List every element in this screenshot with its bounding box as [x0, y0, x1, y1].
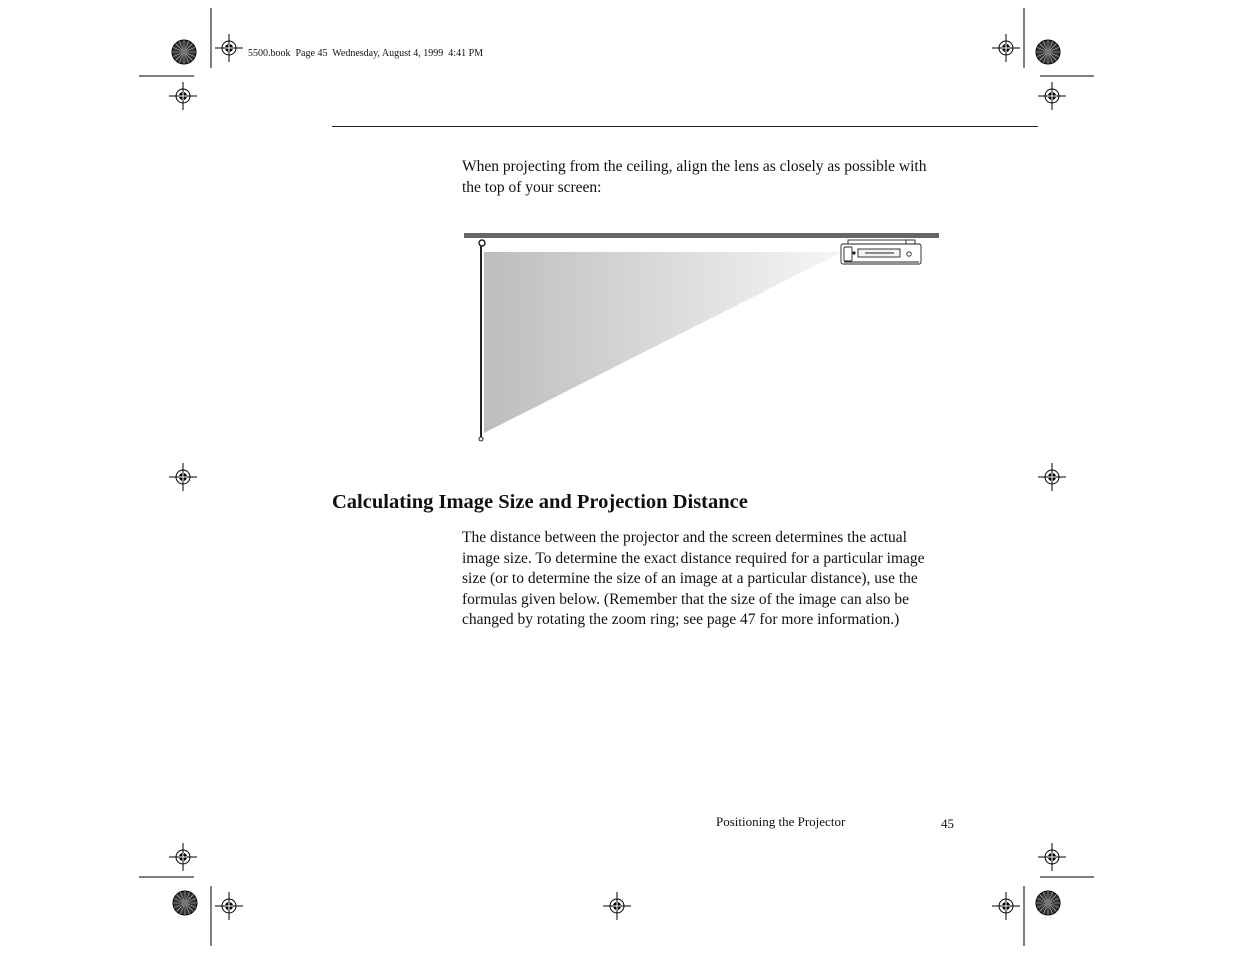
page-number: 45 — [941, 816, 954, 831]
screen-top-knob — [479, 240, 485, 246]
section-heading: Calculating Image Size and Projection Distance — [332, 491, 748, 513]
intro-paragraph: When projecting from the ceiling, align the lens as closely as possible with the top of your screen: — [462, 158, 927, 196]
footer-section-title: Positioning the Projector — [716, 814, 846, 829]
projector-icon — [841, 240, 921, 264]
body-paragraph: The distance between the projector and the screen determines the actual image size. To determine the exact distance required for a particular image size (or to determine the size of an image at a particular distance), use the formulas given below. (Remember that the size of the image can also be changed by rotating the zoom ring; see page 47 for more information.) — [462, 529, 925, 628]
projection-beam — [484, 252, 842, 433]
ceiling-bar — [464, 233, 939, 238]
print-slug: 5500.book Page 45 Wednesday, August 4, 1999 4:41 PM — [248, 48, 484, 59]
screen-bottom-knob — [479, 437, 483, 441]
